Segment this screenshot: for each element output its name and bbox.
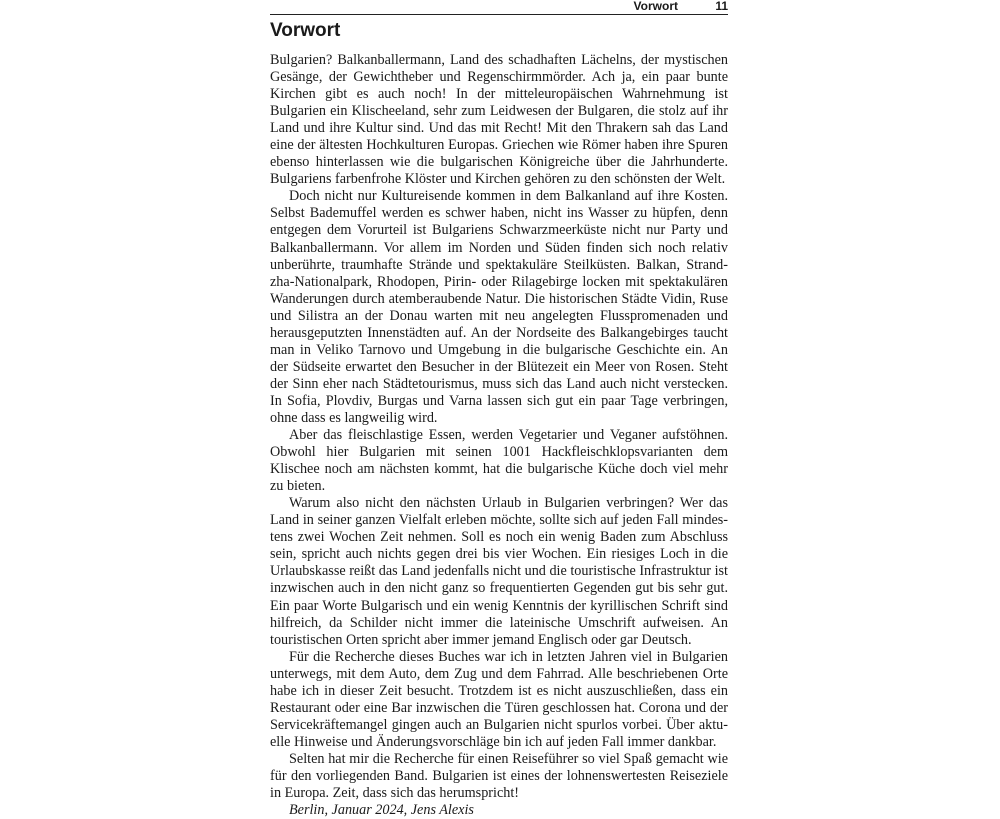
- paragraph-5: Für die Recherche dieses Buches war ich in letzten Jahren viel in Bulgarien unterwegs, mit dem Auto, dem Zug und dem Fahrrad. Alle beschriebenen Orte habe ich in dieser Zeit besucht. Trotzdem ist es nicht auszuschließen, dass ein Restaurant oder eine Bar inzwischen die Türen geschlossen hat. Corona und der Servicekräftemangel gingen auch an Bulgarien nicht spurlos vorbei. Über aktuelle Hinweise und Änderungsvorschläge bin ich auf jeden Fall immer dankbar.: [270, 648, 728, 750]
- chapter-title: Vorwort: [270, 20, 341, 41]
- paragraph-6: Selten hat mir die Recherche für einen Reiseführer so viel Spaß gemacht wie für den vorliegenden Band. Bulgarien ist eines der lohnenswertesten Reiseziele in Europa. Zeit, dass sich das herumspricht!: [270, 750, 728, 802]
- paragraph-3: Aber das fleischlastige Essen, werden Vegetarier und Veganer aufstöhnen. Obwohl hier Bulgarien mit seinen 1001 Hackfleischklopsvarianten dem Klischee noch am nächsten kommt, hat die bulgarische Küche doch viel mehr zu bieten.: [270, 427, 728, 495]
- page-number: 11: [715, 0, 728, 13]
- paragraph-4: Warum also nicht den nächsten Urlaub in Bulgarien verbringen? Wer das Land in seiner ganzen Vielfalt erleben möchte, sollte sich auf jeden Fall mindestens zwei Wochen Zeit nehmen. Soll es noch ein wenig Baden zum Abschluss sein, spricht auch nichts gegen drei bis vier Wochen. Ein riesiges Loch in die Urlaubskasse reißt das Land jedenfalls nicht und die touristische Infrastruktur ist inzwischen auch in den nicht ganz so frequentierten Gegenden gut bis sehr gut. Ein paar Worte Bulgarisch und ein wenig Kenntnis der kyrillischen Schrift sind hilfreich, da Schilder nicht immer die lateinische Umschrift aufweisen. An touristischen Orten spricht aber immer jemand Englisch oder gar Deutsch.: [270, 495, 728, 648]
- paragraph-1: Bulgarien? Balkanballermann, Land des schadhaften Lächelns, der mystischen Gesänge, der Gewichtheber und Regenschirmmörder. Ach ja, ein paar bunte Kirchen gibt es auch noch! In der mitteleuropäischen Wahrnehmung ist Bulgarien ein Klischeeland, sehr zum Leidwesen der Bulgaren, die stolz auf ihr Land und ihre Kultur sind. Und das mit Recht! Mit den Thrakern sah das Land eine der ältesten Hochkulturen Europas. Griechen wie Römer haben ihre Spuren ebenso hinterlassen wie die bulgarischen Königreiche über die Jahrhunderte. Bulgariens farbenfrohe Klöster und Kirchen gehören zu den schönsten der Welt.: [270, 52, 728, 188]
- signature: Berlin, Januar 2024, Jens Alexis: [289, 802, 474, 819]
- running-head: [270, 0, 728, 15]
- body-text: [270, 52, 728, 819]
- paragraph-2: Doch nicht nur Kultureisende kommen in dem Balkanland auf ihre Kosten. Selbst Bademuffel werden es schwer haben, nicht ins Wasser zu hüpfen, denn entgegen dem Vorurteil ist Bulgariens Schwarzmeerküste nicht nur Party und Balkanballermann. Vor allem im Norden und Süden finden sich noch relativ unberührte, traumhafte Strände und spektakuläre Steilküsten. Balkan, Strandzha-Nationalpark, Rhodopen, Pirin- oder Rilagebirge locken mit spektakulären Wanderungen durch atemberaubende Natur. Die historischen Städte Vidin, Ruse und Silistra an der Donau warten mit neu angelegten Flusspromenaden und herausgeputzten Innenstädten auf. An der Nordseite des Balkangebirges taucht man in Veliko Tarnovo und Umgebung in die bulgarische Geschichte ein. An der Südseite erwartet den Besucher in der Blütezeit ein Meer von Rosen. Steht der Sinn eher nach Städtetourismus, muss sich das Land auch nicht verstecken. In Sofia, Plovdiv, Burgas und Varna lassen sich gut ein paar Tage verbringen, ohne dass es langweilig wird.: [270, 188, 728, 426]
- running-head-section-title: Vorwort: [633, 0, 678, 13]
